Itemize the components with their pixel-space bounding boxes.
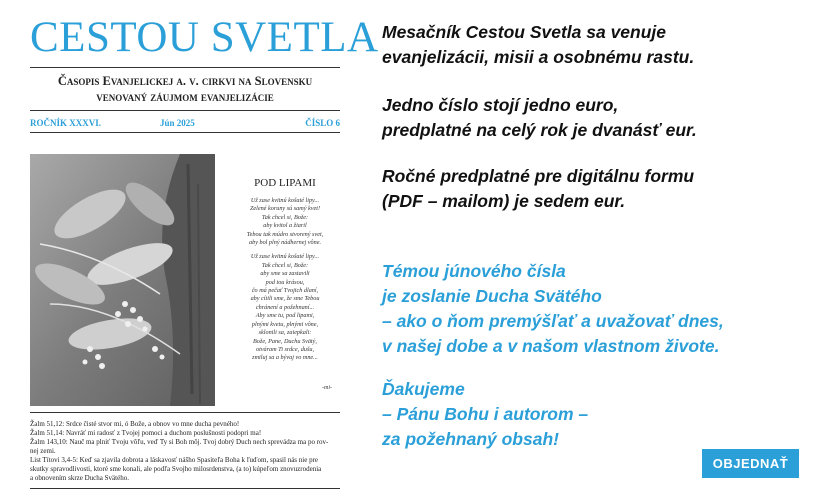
poem-line: Bože, Pane, Duchu Svätý, [253, 337, 317, 345]
order-button[interactable]: OBJEDNAŤ [702, 449, 799, 478]
poem-line: Zelené koruny sú samý kvet! [249, 205, 321, 213]
cover-divider-lower [30, 132, 340, 133]
bible-verses [30, 420, 340, 483]
poem-line: Už zase kvitnú košaté lipy... [250, 253, 320, 261]
poem-line: Tak chcel si, Bože: [261, 261, 309, 269]
poem-signature: -mi- [322, 385, 332, 391]
magazine-subtitle-line2: venovaný záujmom evanjelizácie [96, 90, 274, 104]
poem-line: Tak chcel si, Bože: [261, 213, 309, 221]
info-paragraph-thanks [382, 377, 812, 452]
verse-line: a obnovením skrze Ducha Svätého. [30, 474, 129, 482]
info-paragraph-theme [382, 259, 812, 359]
poem-line: aby sme sa zastavili [260, 270, 310, 278]
poem-line: plnými kvetu, plnými vône, [251, 320, 319, 328]
cover-divider-middle [30, 110, 340, 111]
info-paragraph-description [382, 20, 812, 70]
poem-line: aby cítili sme, že sme Tebou [250, 295, 320, 303]
info-paragraph-price [382, 93, 812, 143]
cover-divider-bottom [30, 488, 340, 489]
issue-date: Jún 2025 [160, 118, 195, 128]
volume-label: ROČNÍK XXXVI. [30, 118, 102, 128]
verse-line: Žalm 143,10: Nauč ma plniť Tvoju vôľu, veď Ty si Boh môj. Tvoj dobrý Duch nech sprevádza ma po rov- [30, 438, 329, 446]
linden-photo-illustration [30, 154, 215, 406]
info-line: Ďakujeme [382, 379, 465, 399]
info-line: predplatné na celý rok je dvanásť eur. [382, 120, 697, 140]
poem-line: chránení a požehnaní... [255, 303, 315, 311]
verse-line: Žalm 51,12: Srdce čisté stvor mi, ó Bože, a obnov vo mne ducha pevného! [30, 420, 240, 428]
poem-line: Aby sme tu, pod lipami, [255, 312, 315, 320]
poem-line: otváram Ti srdce, dušu, [255, 345, 315, 353]
poem-line: zmiluj sa a bývaj vo mne... [252, 354, 318, 362]
linden-blossom-photo [30, 154, 215, 406]
verse-line: Žalm 51,14: Navráť mi radosť z Tvojej pomoci a duchom poslušnosti podopri ma! [30, 429, 262, 437]
poem-text [230, 197, 340, 363]
magazine-cover [30, 10, 379, 500]
info-line: Jedno číslo stojí jedno euro, [382, 95, 619, 115]
cover-divider-verses [30, 412, 340, 413]
info-line: – ako o ňom premýšľať a uvažovať dnes, [382, 311, 724, 331]
poem-line: čo má pečať Tvojich dlaní, [251, 287, 319, 295]
poem-line: Tebou tak múdro stvorený svet, [246, 230, 324, 238]
poem-line: aby kvitol a žiaril [263, 222, 307, 230]
info-line: v našej dobe a v našom vlastnom živote. [382, 336, 720, 356]
poem-title: POD LIPAMI [254, 177, 316, 189]
cover-divider-top [30, 67, 340, 68]
verse-line: nej zemi. [30, 447, 56, 455]
info-line: Témou júnového čísla [382, 261, 566, 281]
info-line: evanjelizácii, misii a osobnému rastu. [382, 47, 695, 67]
info-paragraph-digital [382, 164, 812, 214]
info-line: Mesačník Cestou Svetla sa venuje [382, 22, 667, 42]
verse-line: skutky spravodlivosti, ktoré sme konali, ale podľa Svojho milosrdenstva, (a to) kúpeľom znovuzrodenia [30, 465, 322, 473]
poem-line: sklonili sa, zaiepkali: [258, 329, 312, 337]
poem-line: aby bol plný nádhernej vône. [249, 239, 321, 247]
info-line: (PDF – mailom) je sedem eur. [382, 191, 626, 211]
info-line: – Pánu Bohu i autorom – [382, 404, 589, 424]
info-line: Ročné predplatné pre digitálnu formu [382, 166, 695, 186]
poem-line: pod tou krásou, [265, 278, 305, 286]
magazine-title: CESTOU SVETLA [30, 14, 379, 61]
magazine-subtitle-line1: Časopis Evanjelickej a. v. cirkvi na Slovensku [57, 74, 313, 88]
info-line: za požehnaný obsah! [382, 429, 559, 449]
verse-line: List Títovi 3,4-5: Keď sa zjavila dobrota a láskavosť nášho Spasiteľa Boha k ľuďom, spasil nás nie pre [30, 456, 319, 464]
poem-line: Už zase kvitnú košaté lipy... [250, 197, 320, 204]
issue-number: ČÍSLO 6 [305, 118, 340, 128]
info-line: je zoslanie Ducha Svätého [382, 286, 602, 306]
